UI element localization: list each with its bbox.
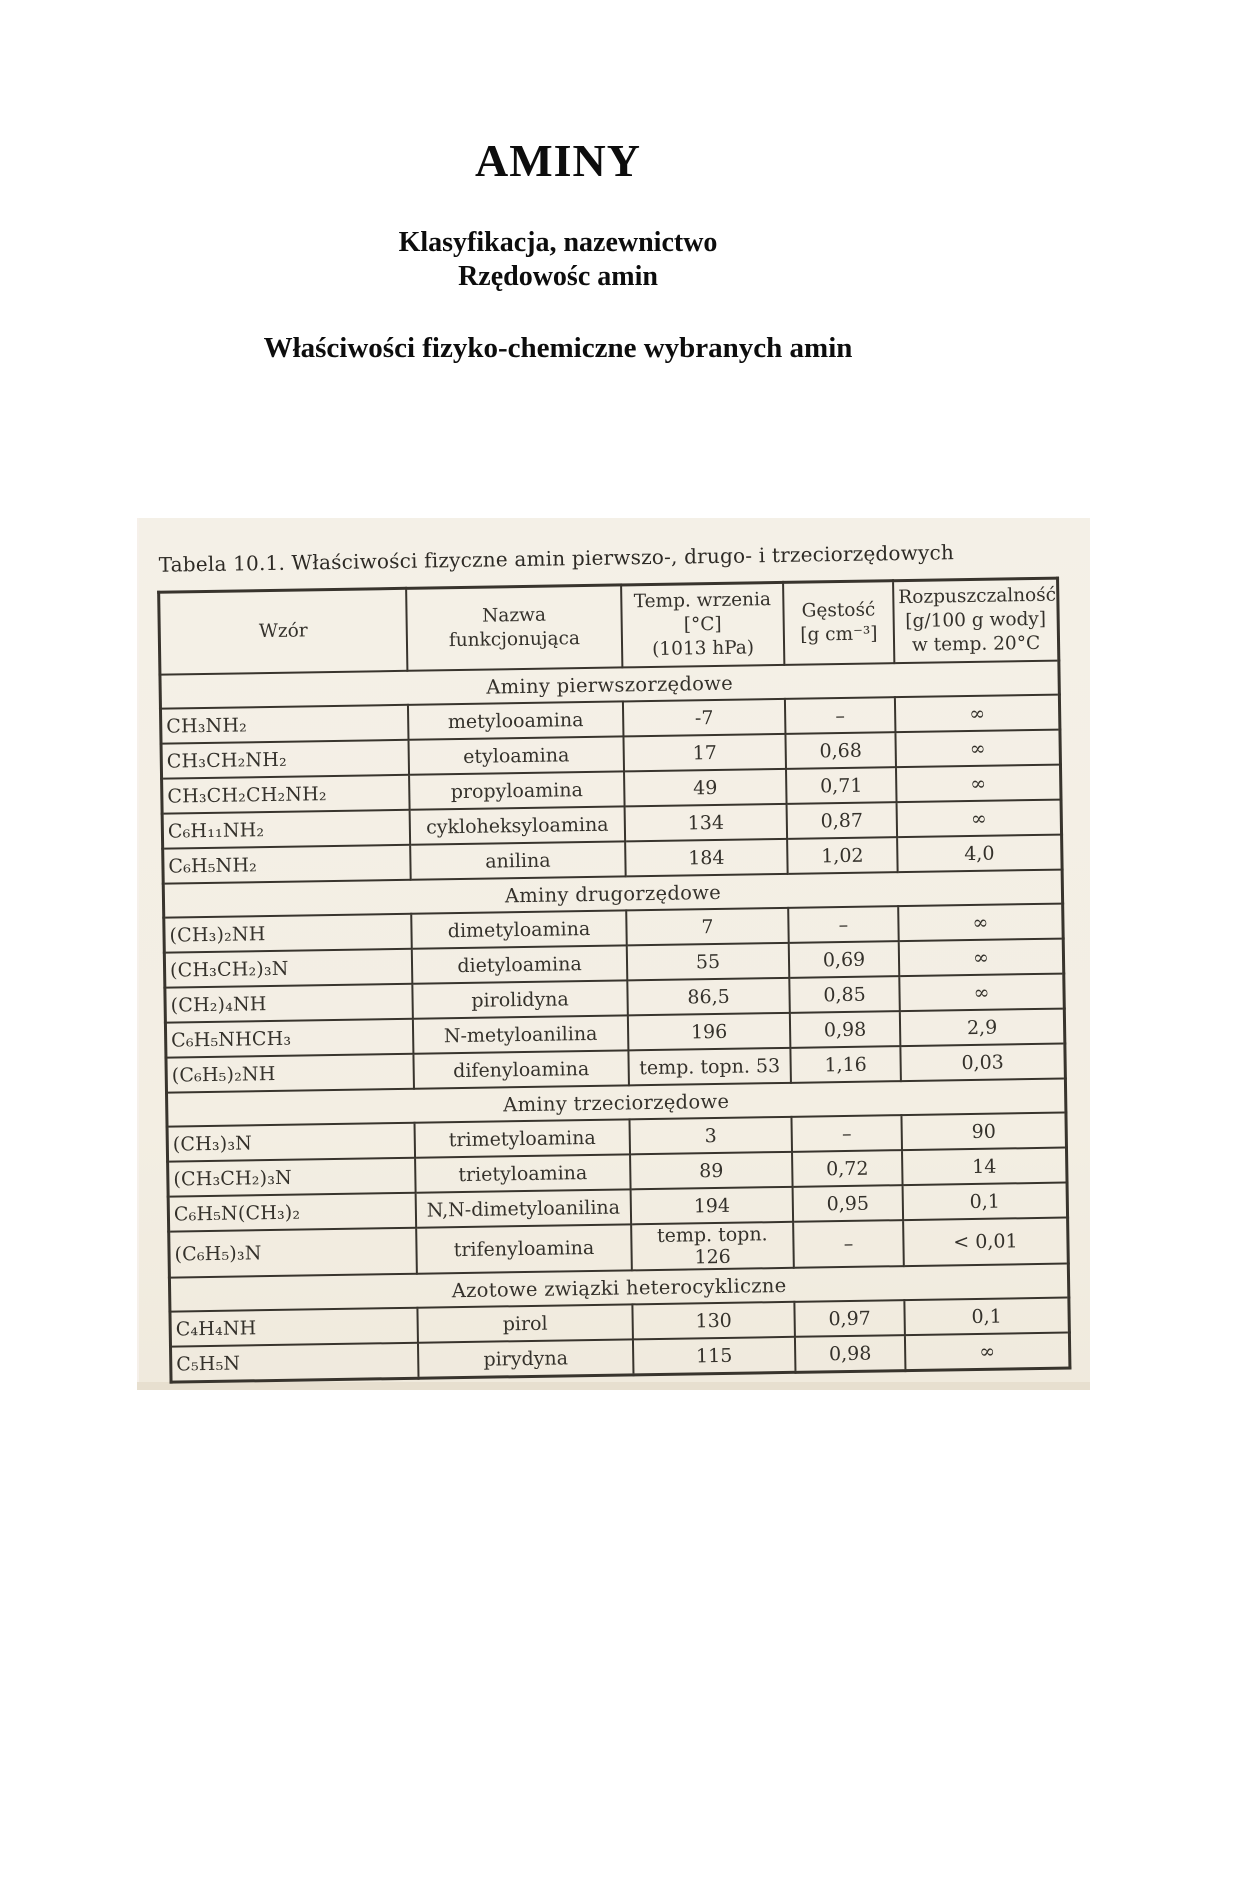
formula-cell: (CH₂)₄NH (165, 984, 413, 1023)
scan-content (157, 539, 1057, 1383)
solubility-cell: 0,1 (904, 1298, 1069, 1336)
bp-cell: temp. topn. 126 (631, 1222, 794, 1271)
name-cell: pirol (417, 1304, 633, 1342)
bp-cell: 89 (630, 1152, 793, 1190)
density-cell: 0,69 (789, 941, 900, 978)
subtitle-classification: Klasyfikacja, nazewnictwo (398, 227, 718, 258)
name-cell: pirolidyna (412, 980, 628, 1018)
density-cell: – (791, 1115, 902, 1152)
formula-cell: (CH₃)₂NH (164, 914, 412, 953)
amines-table (157, 577, 1071, 1384)
name-cell: pirydyna (418, 1339, 634, 1378)
bp-cell: -7 (623, 699, 786, 737)
header-line: Gęstość (801, 599, 876, 622)
name-cell: metylooamina (408, 701, 624, 739)
header-line: Temp. wrzenia (633, 589, 772, 613)
solubility-cell: 14 (902, 1148, 1067, 1186)
formula-cell: (C₆H₅)₃N (169, 1228, 417, 1278)
name-cell: trimetyloamina (415, 1119, 631, 1157)
section-heading: Właściwości fizyko-chemiczne wybranych amin (263, 332, 853, 365)
header-line: [°C] (683, 613, 722, 636)
bp-cell: 134 (625, 804, 788, 842)
bp-cell: 7 (626, 908, 789, 946)
solubility-cell: ∞ (898, 904, 1063, 942)
formula-cell: (CH₃)₃N (167, 1123, 415, 1162)
header-line: Wzór (258, 620, 308, 643)
density-cell: 0,72 (792, 1150, 903, 1187)
density-cell: – (793, 1220, 904, 1268)
bp-cell: 130 (632, 1302, 795, 1340)
density-cell: 1,02 (787, 837, 898, 874)
density-cell: 0,97 (794, 1300, 905, 1337)
solubility-cell: ∞ (895, 695, 1060, 733)
table-head (159, 578, 1059, 675)
formula-cell: C₆H₅NH₂ (163, 845, 411, 884)
page-title: AMINY (475, 135, 641, 186)
solubility-cell: 4,0 (897, 835, 1062, 873)
formula-cell: (CH₃CH₂)₃N (164, 949, 412, 988)
subtitle-block (0, 226, 1116, 294)
formula-cell: C₆H₁₁NH₂ (162, 810, 410, 849)
header-line: funkcjonująca (448, 628, 581, 652)
density-cell: 0,68 (785, 732, 896, 769)
solubility-cell: ∞ (899, 939, 1064, 977)
document-page (0, 135, 1240, 1892)
bp-cell: 194 (631, 1187, 794, 1225)
formula-cell: CH₃NH₂ (160, 705, 408, 744)
table-body (160, 661, 1070, 1383)
formula-cell: (C₆H₅)₂NH (166, 1054, 414, 1093)
density-cell: – (788, 906, 899, 943)
headings-block (0, 135, 1116, 365)
bp-cell: temp. topn. 53 (628, 1048, 791, 1086)
section-title-cell: Azotowe związki heterocykliczne (169, 1264, 1068, 1312)
density-cell: – (785, 697, 896, 734)
formula-cell: C₅H₅N (170, 1343, 418, 1382)
column-header (159, 588, 408, 674)
bp-cell: 49 (624, 769, 787, 807)
header-line: Rozpuszczalność (898, 584, 1057, 609)
density-cell: 1,16 (790, 1046, 901, 1083)
column-header (621, 582, 784, 667)
header-line: w temp. 20°C (911, 632, 1041, 656)
formula-cell: C₄H₄NH (170, 1308, 418, 1347)
table-caption: Tabela 10.1. Właściwości fizyczne amin pierwszo-, drugo- i trzeciorzędowych (158, 540, 955, 577)
column-header (893, 578, 1059, 663)
bp-cell: 115 (633, 1337, 796, 1375)
name-cell: etyloamina (408, 736, 624, 774)
solubility-cell: < 0,01 (903, 1218, 1068, 1267)
density-cell: 0,71 (786, 767, 897, 804)
solubility-cell: 0,1 (903, 1183, 1068, 1221)
name-cell: dietyloamina (412, 945, 628, 983)
header-line: Nazwa (481, 604, 547, 627)
bp-cell: 3 (629, 1117, 792, 1155)
name-cell: dimetyloamina (411, 910, 627, 948)
bp-cell: 196 (628, 1013, 791, 1051)
header-line: (1013 hPa) (651, 637, 755, 660)
solubility-cell: ∞ (896, 765, 1061, 803)
name-cell: N-metyloanilina (413, 1015, 629, 1053)
scanned-table-image (137, 518, 1090, 1390)
subtitle-order: Rzędowośc amin (458, 261, 658, 293)
solubility-cell: ∞ (899, 974, 1064, 1012)
solubility-cell: 90 (901, 1113, 1066, 1151)
header-line: [g/100 g wody] (905, 608, 1047, 632)
formula-cell: (CH₃CH₂)₃N (168, 1158, 416, 1197)
bp-cell: 55 (627, 943, 790, 981)
bp-cell: 86,5 (627, 978, 790, 1016)
density-cell: 0,85 (789, 976, 900, 1013)
name-cell: cykloheksyloamina (410, 806, 626, 844)
name-cell: N,N-dimetyloanilina (416, 1189, 632, 1227)
section-title-cell: Aminy trzeciorzędowe (167, 1079, 1066, 1127)
density-cell: 0,95 (793, 1185, 904, 1222)
bp-cell: 17 (623, 734, 786, 772)
header-row (159, 578, 1059, 675)
formula-cell: CH₃CH₂CH₂NH₂ (162, 775, 410, 814)
solubility-cell: ∞ (895, 730, 1060, 768)
solubility-cell: ∞ (897, 800, 1062, 838)
name-cell: anilina (410, 841, 626, 879)
header-line: [g cm⁻³] (800, 623, 878, 646)
name-cell: difenyloamina (413, 1050, 629, 1088)
column-header (406, 585, 622, 671)
bp-cell: 184 (625, 839, 788, 877)
name-cell: propyloamina (409, 771, 625, 809)
section-title-cell: Aminy drugorzędowe (163, 870, 1062, 918)
name-cell: trifenyloamina (416, 1224, 632, 1273)
density-cell: 0,98 (795, 1335, 906, 1372)
name-cell: trietyloamina (415, 1154, 631, 1192)
formula-cell: C₆H₅NHCH₃ (165, 1019, 413, 1058)
solubility-cell: 2,9 (900, 1009, 1065, 1047)
formula-cell: CH₃CH₂NH₂ (161, 740, 409, 779)
solubility-cell: 0,03 (900, 1044, 1065, 1082)
solubility-cell: ∞ (905, 1333, 1070, 1371)
density-cell: 0,98 (790, 1011, 901, 1048)
column-header (783, 581, 894, 665)
density-cell: 0,87 (787, 802, 898, 839)
section-title-cell: Aminy pierwszorzędowe (160, 661, 1059, 709)
formula-cell: C₆H₅N(CH₃)₂ (168, 1193, 416, 1232)
